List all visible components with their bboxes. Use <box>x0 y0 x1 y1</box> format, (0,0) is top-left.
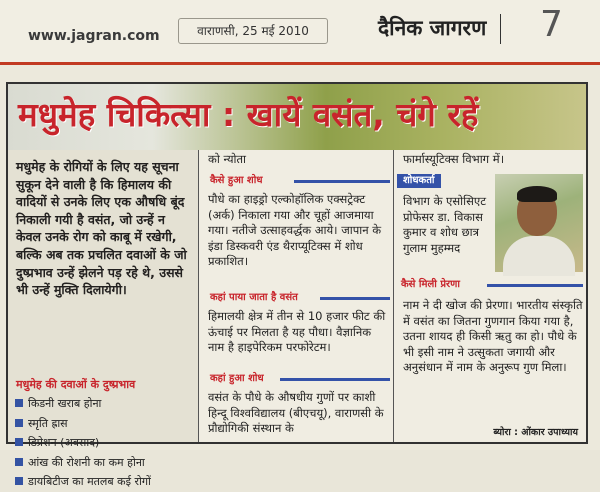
section-inspiration <box>397 278 583 292</box>
research-place-text: वसंत के पौधे के औषधीय गुणों पर काशी हिन्दू विश्वविद्यालय (बीएचयू), वाराणसी के प्रौद्योगिकी संस्थान के <box>208 390 384 436</box>
column-2 <box>200 150 393 442</box>
section-rule <box>294 180 390 183</box>
list-item: स्मृति ह्रास <box>14 414 194 434</box>
side-effects-list <box>14 394 194 492</box>
research-method-text: पौधे का हाइड्रो एल्कोहॉलिक एक्सट्रेक्ट (अर्क) निकाला गया और चूहों आजमाया गया। नतीजे उत्साहवर्द्धक आये। जापान के इंडा डिस्कवरी एंड थैराप्यूटिक्स में शोध प्रकाशित। <box>208 192 382 269</box>
list-item: आंख की रोशनी का कम होना <box>14 453 194 473</box>
side-effects-heading: मधुमेह की दवाओं के दुष्प्रभाव <box>16 378 136 391</box>
photo-shirt <box>503 236 575 276</box>
continued-text: फार्मास्यूटिक्स विभाग में। <box>403 152 505 166</box>
inspiration-text: नाम ने दी खोज की प्रेरणा। भारतीय संस्कृति में वसंत का जितना गुणगान किया गया है, उतना शायद ही किसी ऋतु का हो। पौधे के भी इसी नाम ने उत्सुकता जगायी और अनुसंधान में नाम के अनुरूप गुण मिला। <box>403 298 583 375</box>
section-researcher <box>397 174 493 188</box>
section-research-place <box>206 372 390 386</box>
story-box <box>6 82 588 488</box>
section-label: कैसे मिली प्रेरणा <box>401 279 460 290</box>
list-item: किडनी खराब होना <box>14 394 194 414</box>
page-number: 7 <box>540 4 563 45</box>
section-rule <box>487 284 583 287</box>
intro-paragraph: मधुमेह के रोगियों के लिए यह सूचना सुकून देने वाली है कि हिमालय की वादियों से उनके लिए एक औषधि बूंद निकाली गयी है वसंत, जो उन्हें न केवल उनके रोग को काबू में रखेगी, बल्कि अब तक प्रचलित दवाओं के जो दुष्प्रभाव उन्हें झेलने पड़ रहे थे, उससे भी उन्हें मुक्ति दिलायेगी। <box>16 159 187 298</box>
bullet-square-icon <box>15 399 23 407</box>
researcher-photo <box>495 174 583 272</box>
dateline: वाराणसी, 25 मई 2010 <box>178 18 328 44</box>
column-divider <box>393 150 394 442</box>
section-research-method <box>206 174 390 188</box>
headline-main: खायें वसंत, चंगे रहें <box>246 95 479 134</box>
continued-text: को न्योता <box>208 152 247 166</box>
researcher-text: विभाग के एसोसिएट प्रोफेसर डा. विकास कुमार व शोध छात्र गुलाम मुहम्मद <box>403 194 487 255</box>
section-label: कैसे हुआ शोध <box>210 175 263 186</box>
section-label: कहां पाया जाता है वसंत <box>210 292 298 303</box>
section-rule <box>280 378 390 381</box>
section-rule <box>320 297 390 300</box>
habitat-text: हिमालयी क्षेत्र में तीन से 10 हजार फीट की ऊंचाई पर मिलता है यह पौधा। वैज्ञानिक नाम है हाइपेरिकम परफोरेटम। <box>208 309 386 355</box>
headline-banner <box>8 84 586 150</box>
masthead-rule <box>0 62 600 65</box>
column-1 <box>8 150 198 488</box>
section-label: शोधकर्ता <box>397 174 441 188</box>
bullet-square-icon <box>15 458 23 466</box>
masthead <box>0 0 600 62</box>
headline-topic: मधुमेह चिकित्सा : <box>18 95 236 134</box>
section-habitat <box>206 291 390 305</box>
column-divider <box>198 150 199 442</box>
headline <box>18 92 478 138</box>
list-item: डायबिटीज का मतलब कई रोगों <box>14 472 194 492</box>
bullet-square-icon <box>15 438 23 446</box>
masthead-divider <box>500 14 501 44</box>
site-url: www.jagran.com <box>28 28 160 44</box>
newspaper-name: दैनिक जागरण <box>378 16 487 40</box>
bullet-square-icon <box>15 477 23 485</box>
section-label: कहां हुआ शोध <box>210 373 264 384</box>
photo-hair <box>517 186 557 202</box>
byline-credit: ब्योरा : ओंकार उपाध्याय <box>493 427 578 438</box>
list-item: डिप्रेशन (अवसाद) <box>14 433 194 453</box>
column-3 <box>395 150 586 442</box>
bullet-square-icon <box>15 419 23 427</box>
